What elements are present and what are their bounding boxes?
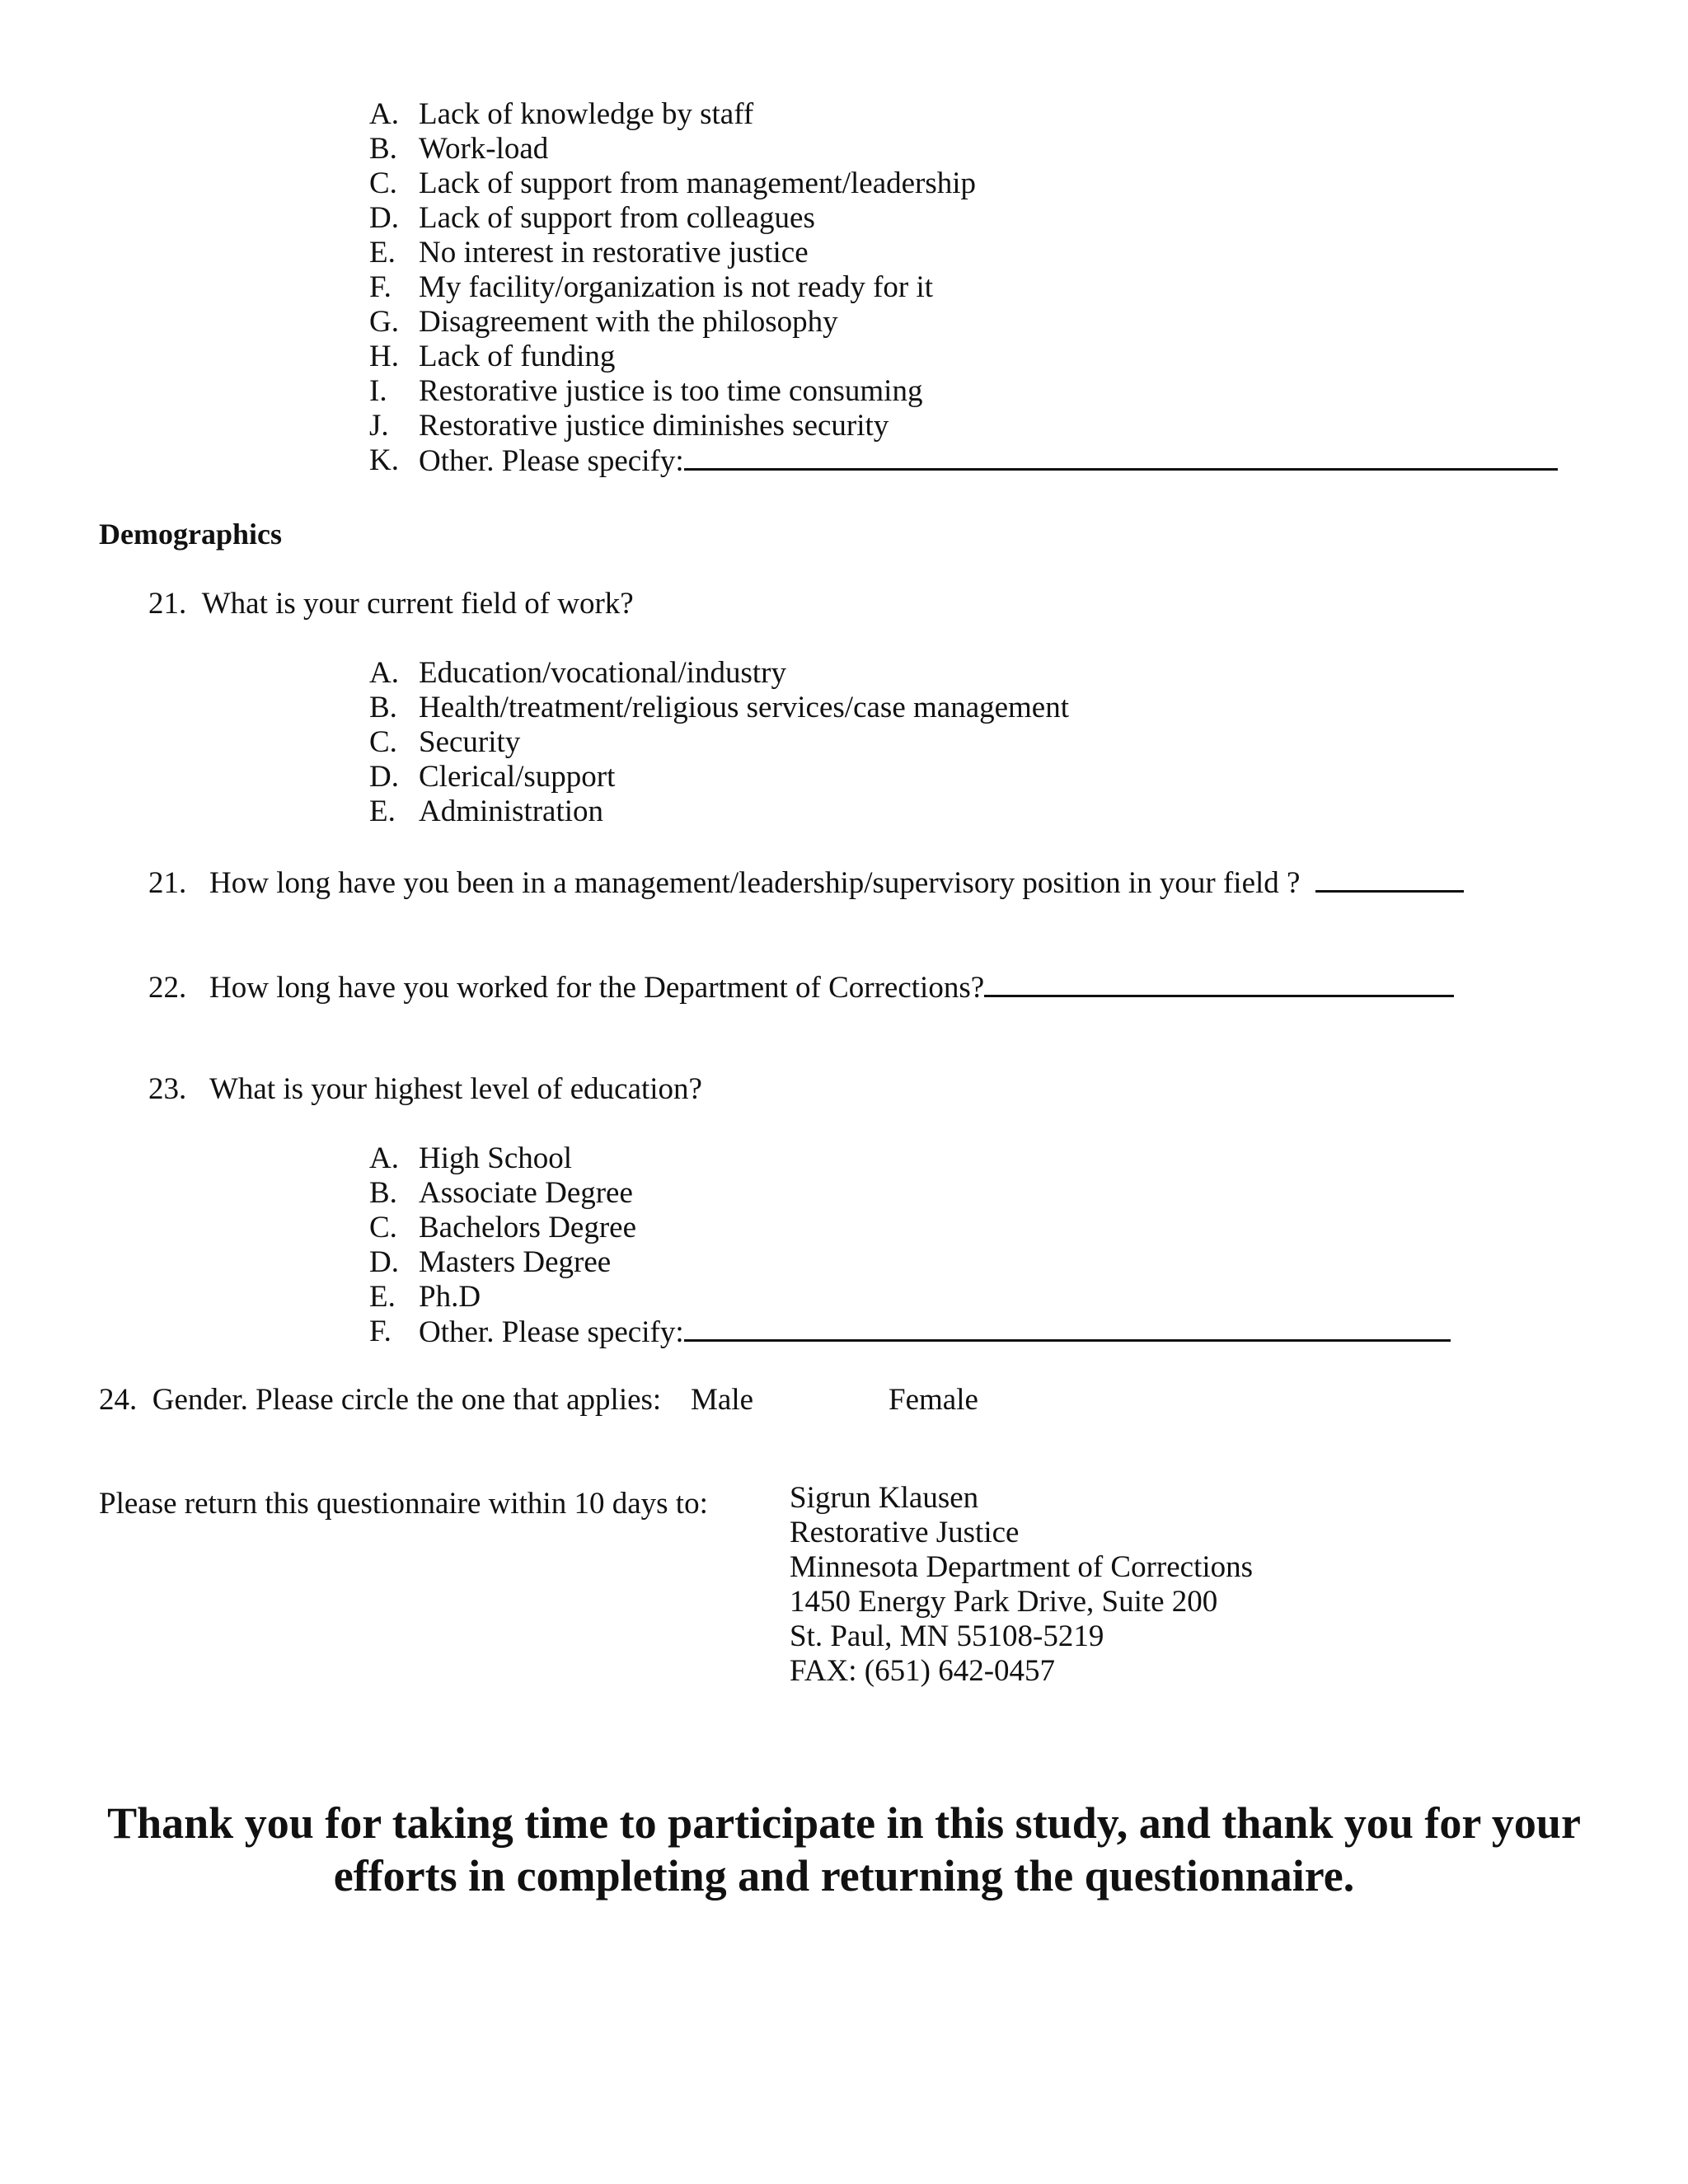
option-text: Lack of knowledge by staff <box>419 97 754 131</box>
option-letter: D. <box>369 760 399 794</box>
option-letter: C. <box>369 725 397 759</box>
option-text: Masters Degree <box>419 1245 612 1279</box>
question-years-at-department <box>148 970 1454 1003</box>
option-text: Bachelors Degree <box>419 1211 637 1244</box>
option-text: Ph.D <box>419 1280 481 1314</box>
question-number: 21. <box>148 866 187 900</box>
question-field-of-work <box>148 588 634 619</box>
option-letter: A. <box>369 97 399 131</box>
option-letter: E. <box>369 1280 396 1314</box>
gender-option-male[interactable]: Male <box>691 1383 754 1417</box>
option-letter: J. <box>369 409 389 443</box>
option-letter: A. <box>369 656 399 690</box>
question-text: What is your highest level of education? <box>209 1072 702 1106</box>
option-letter: A. <box>369 1141 399 1175</box>
option-text: Restorative justice diminishes security <box>419 409 889 443</box>
option-letter: E. <box>369 236 396 269</box>
other-specify-blank[interactable] <box>684 443 1558 471</box>
answer-blank[interactable] <box>984 970 1454 997</box>
question-number: 22. <box>148 971 187 1005</box>
question-text: How long have you been in a management/leadership/supervisory position in your field ? <box>209 866 1301 900</box>
option-letter: K. <box>369 443 399 477</box>
address-line: Sigrun Klausen <box>790 1481 979 1515</box>
option-text: Health/treatment/religious services/case management <box>419 691 1070 724</box>
other-label: Other. Please specify: <box>419 1315 684 1349</box>
option-text: Lack of support from management/leadership <box>419 166 977 200</box>
option-text: No interest in restorative justice <box>419 236 809 269</box>
question-management-length <box>148 865 1464 898</box>
question-text: What is your current field of work? <box>201 587 634 621</box>
option-text: Associate Degree <box>419 1176 633 1210</box>
question-gender <box>99 1385 661 1415</box>
question-number: 23. <box>148 1072 187 1106</box>
option-text <box>419 443 1558 479</box>
option-letter: I. <box>369 374 387 408</box>
address-line: FAX: (651) 642-0457 <box>790 1654 1056 1688</box>
address-line: 1450 Energy Park Drive, Suite 200 <box>790 1585 1218 1619</box>
option-text: Education/vocational/industry <box>419 656 786 690</box>
option-text: Security <box>419 725 521 759</box>
question-text: How long have you worked for the Department of Corrections? <box>209 971 985 1005</box>
option-letter: F. <box>369 270 392 304</box>
thank-you-message: Thank you for taking time to participate in this study, and thank you for your efforts in completing and returning the questionnaire. <box>107 1798 1581 1900</box>
option-text: Restorative justice is too time consuming <box>419 374 923 408</box>
option-text: Clerical/support <box>419 760 616 794</box>
address-line: St. Paul, MN 55108-5219 <box>790 1619 1104 1653</box>
option-text: Work-load <box>419 132 549 166</box>
option-text: Lack of funding <box>419 340 616 373</box>
option-letter: G. <box>369 305 399 339</box>
option-letter: C. <box>369 166 397 200</box>
option-letter: B. <box>369 691 397 724</box>
question-text: Gender. Please circle the one that applies: <box>152 1383 662 1417</box>
option-text: Disagreement with the philosophy <box>419 305 838 339</box>
address-line: Minnesota Department of Corrections <box>790 1550 1254 1584</box>
option-letter: B. <box>369 132 397 166</box>
question-number: 24. <box>99 1383 138 1417</box>
option-text: Administration <box>419 794 604 828</box>
option-letter: D. <box>369 1245 399 1279</box>
option-letter: B. <box>369 1176 397 1210</box>
other-specify-blank[interactable] <box>684 1315 1451 1342</box>
gender-option-female[interactable]: Female <box>889 1383 978 1417</box>
section-heading: Demographics <box>99 518 282 551</box>
return-instructions: Please return this questionnaire within 10 days to: <box>99 1487 708 1521</box>
address-line: Restorative Justice <box>790 1516 1020 1549</box>
option-text: High School <box>419 1141 573 1175</box>
question-education <box>148 1074 702 1104</box>
option-text: My facility/organization is not ready for it <box>419 270 934 304</box>
option-text <box>419 1315 1451 1350</box>
option-letter: D. <box>369 201 399 235</box>
question-number: 21. <box>148 587 187 621</box>
option-letter: E. <box>369 794 396 828</box>
option-text: Lack of support from colleagues <box>419 201 815 235</box>
answer-blank[interactable] <box>1315 865 1464 893</box>
option-letter: H. <box>369 340 399 373</box>
return-address <box>790 1481 1253 1689</box>
option-letter: C. <box>369 1211 397 1244</box>
other-label: Other. Please specify: <box>419 444 684 478</box>
option-letter: F. <box>369 1315 392 1348</box>
